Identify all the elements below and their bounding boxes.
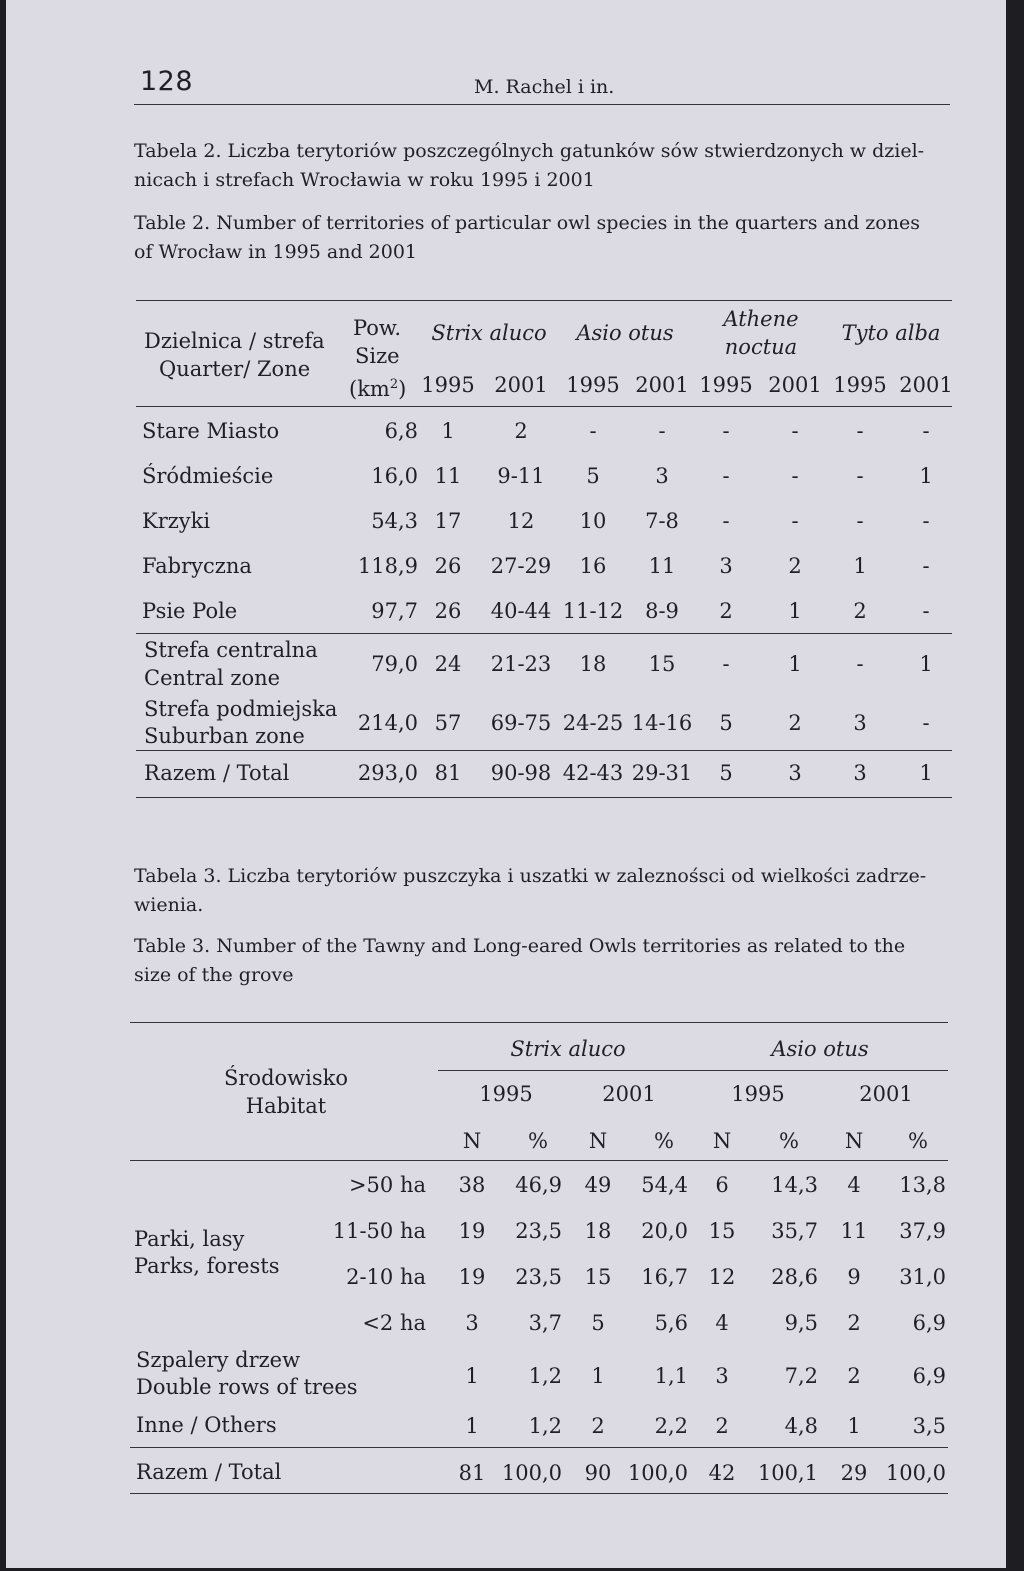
table-cell: 19	[458, 1219, 486, 1243]
table-cell: 2	[847, 1311, 861, 1335]
table-cell: 23,5	[515, 1265, 562, 1289]
table-cell: 1,1	[654, 1364, 688, 1388]
column-header-quarter-pl: Dzielnica / strefa	[144, 329, 325, 353]
table-cell: 11-12	[562, 599, 624, 623]
table-cell: 3	[715, 1364, 729, 1388]
table-cell: 17	[434, 509, 462, 533]
table-cell: 5	[586, 464, 600, 488]
table-cell: 100,0	[501, 1461, 562, 1485]
table-cell: 31,0	[899, 1265, 946, 1289]
table-cell: 1	[919, 761, 933, 785]
table-cell: 2	[847, 1364, 861, 1388]
size-class-label: 2-10 ha	[346, 1265, 426, 1289]
subheader-cell: N	[712, 1129, 732, 1153]
table-cell: 1	[441, 419, 455, 443]
table-cell: 14,3	[771, 1173, 818, 1197]
size-class-label: <2 ha	[362, 1311, 426, 1335]
table-cell: 24	[434, 652, 462, 676]
table-cell: 2	[719, 599, 733, 623]
table-cell: 6,9	[912, 1364, 946, 1388]
table-cell: -	[791, 509, 799, 533]
species-noctua: noctua	[724, 335, 798, 359]
table-cell: 1	[465, 1414, 479, 1438]
table-cell: 16,7	[641, 1265, 688, 1289]
year-header: 1995	[421, 373, 475, 397]
page-header	[134, 62, 950, 105]
table-cell: 27-29	[490, 554, 552, 578]
table-cell: 15	[648, 652, 676, 676]
table2-caption-en	[134, 209, 952, 267]
table-cell: 3	[788, 761, 802, 785]
table-cell: 16	[579, 554, 607, 578]
year-header: 2001	[899, 373, 953, 397]
table-cell: 21-23	[490, 652, 552, 676]
table-rule	[136, 797, 952, 798]
table-cell: 2	[788, 711, 802, 735]
total-label: Razem / Total	[136, 1460, 282, 1484]
species-strix-aluco: Strix aluco	[431, 321, 547, 345]
table-cell: 35,7	[771, 1219, 818, 1243]
table-cell: 38	[458, 1173, 486, 1197]
table-cell: -	[791, 464, 799, 488]
subheader-cell: %	[779, 1129, 799, 1153]
table-cell: 29-31	[631, 761, 693, 785]
caption-line: Tabela 3. Liczba terytoriów puszczyka i uszatki w zaleznośsci od wielkości zadrze-	[134, 865, 927, 887]
table-cell: 3	[465, 1311, 479, 1335]
year-header: 2001	[768, 373, 822, 397]
row-label: Szpalery drzew	[136, 1348, 301, 1372]
table-cell: 100,0	[885, 1461, 946, 1485]
row-label: Suburban zone	[144, 724, 305, 748]
table-cell: 42	[708, 1461, 736, 1485]
caption-line: nicach i strefach Wrocławia w roku 1995 i 2001	[134, 169, 595, 191]
table-cell: 7,2	[784, 1364, 818, 1388]
table-cell: 3,5	[912, 1414, 946, 1438]
subheader-cell: N	[844, 1129, 864, 1153]
table-cell: 26	[434, 554, 462, 578]
table-cell: 1	[847, 1414, 861, 1438]
year-header: 2001	[494, 373, 548, 397]
table-cell: 3	[853, 761, 867, 785]
table-cell: 4	[847, 1173, 861, 1197]
subheader-cell: N	[588, 1129, 608, 1153]
row-label: Śródmieście	[142, 464, 274, 488]
table-cell: -	[922, 509, 930, 533]
table-cell: 29	[840, 1461, 868, 1485]
table-rule	[130, 1447, 948, 1448]
table-rule	[130, 1022, 948, 1023]
table-cell: 19	[458, 1265, 486, 1289]
size-class-label: >50 ha	[348, 1173, 426, 1197]
table-cell: 28,6	[771, 1265, 818, 1289]
cell-size: 54,3	[371, 509, 418, 533]
species-strix-aluco: Strix aluco	[510, 1037, 626, 1061]
year-header: 1995	[479, 1082, 533, 1106]
table-cell: 9-11	[497, 464, 545, 488]
table3-caption-en	[134, 932, 952, 990]
table-cell: 2	[715, 1414, 729, 1438]
table-cell: 15	[708, 1219, 736, 1243]
caption-line: of Wrocław in 1995 and 2001	[134, 241, 418, 263]
table-cell: 1	[788, 599, 802, 623]
table-cell: 4,8	[784, 1414, 818, 1438]
table-cell: 90-98	[490, 761, 552, 785]
table2-caption-pl	[134, 137, 952, 195]
table-cell: 2,2	[654, 1414, 688, 1438]
caption-line: Tabela 2. Liczba terytoriów poszczególnych gatunków sów stwierdzonych w dziel-	[134, 140, 925, 162]
table-cell: 69-75	[490, 711, 552, 735]
table-rule	[136, 406, 952, 407]
table-cell: -	[922, 711, 930, 735]
journal-page	[6, 0, 1006, 1568]
table-cell: 5,6	[654, 1311, 688, 1335]
table-cell: 2	[591, 1414, 605, 1438]
table-cell: 18	[579, 652, 607, 676]
species-asio-otus: Asio otus	[576, 321, 674, 345]
table-cell: -	[722, 464, 730, 488]
table-cell: 1,2	[528, 1414, 562, 1438]
caption-line: Table 3. Number of the Tawny and Long-eared Owls territories as related to the	[134, 935, 906, 957]
species-asio-otus: Asio otus	[771, 1037, 869, 1061]
table-cell: 24-25	[562, 711, 624, 735]
group-label-en: Parks, forests	[134, 1254, 280, 1278]
size-class-label: 11-50 ha	[332, 1219, 426, 1243]
row-label: Fabryczna	[142, 554, 252, 578]
table-cell: 1	[919, 464, 933, 488]
table-cell: 5	[719, 761, 733, 785]
year-header: 2001	[635, 373, 689, 397]
table-cell: 49	[584, 1173, 612, 1197]
cell-size: 16,0	[371, 464, 418, 488]
unit-text: (km	[349, 377, 390, 401]
table-cell: 12	[708, 1265, 736, 1289]
table-cell: 81	[458, 1461, 486, 1485]
table-cell: 2	[788, 554, 802, 578]
year-header: 1995	[833, 373, 887, 397]
table-cell: 18	[584, 1219, 612, 1243]
table-cell: 100,1	[757, 1461, 818, 1485]
table-cell: 3	[853, 711, 867, 735]
species-athene: Athene	[723, 307, 799, 331]
table-cell: 5	[591, 1311, 605, 1335]
table-cell: -	[791, 419, 799, 443]
table-cell: 81	[434, 761, 462, 785]
table-cell: -	[856, 509, 864, 533]
table-cell: -	[722, 419, 730, 443]
table-cell: 5	[719, 711, 733, 735]
table-cell: 100,0	[627, 1461, 688, 1485]
table-cell: 40-44	[490, 599, 552, 623]
table-cell: 2	[514, 419, 528, 443]
row-label: Strefa centralna	[144, 638, 318, 662]
total-label: Razem / Total	[144, 761, 290, 785]
table-cell: 3	[719, 554, 733, 578]
table-cell: 1	[788, 652, 802, 676]
row-label: Central zone	[144, 666, 281, 690]
table-cell: 2	[853, 599, 867, 623]
table-cell: -	[722, 652, 730, 676]
table-cell: 3	[655, 464, 669, 488]
table-cell: -	[922, 599, 930, 623]
table-cell: 15	[584, 1265, 612, 1289]
caption-line: size of the grove	[134, 964, 294, 986]
subheader-cell: %	[908, 1129, 928, 1153]
year-header: 1995	[731, 1082, 785, 1106]
table-rule	[136, 300, 952, 301]
unit-text: )	[398, 377, 407, 401]
cell-size: 293,0	[357, 761, 418, 785]
table-cell: 26	[434, 599, 462, 623]
table-cell: 3,7	[528, 1311, 562, 1335]
table-cell: -	[922, 554, 930, 578]
table-cell: 46,9	[515, 1173, 562, 1197]
year-header: 2001	[602, 1082, 656, 1106]
column-header-size-en: Size	[355, 344, 400, 368]
table3-caption-pl	[134, 862, 952, 920]
table-cell: 9	[847, 1265, 861, 1289]
table-cell: 23,5	[515, 1219, 562, 1243]
table-cell: 6	[715, 1173, 729, 1197]
column-header-habitat-pl: Środowisko	[224, 1066, 348, 1090]
table-cell: 20,0	[641, 1219, 688, 1243]
table-rule	[136, 633, 952, 634]
row-label: Inne / Others	[136, 1413, 277, 1437]
year-header: 1995	[699, 373, 753, 397]
unit-superscript: 2	[389, 377, 399, 392]
table-rule	[438, 1070, 948, 1071]
subheader-cell: %	[654, 1129, 674, 1153]
cell-size: 118,9	[357, 554, 418, 578]
column-header-size-pl: Pow.	[353, 316, 402, 340]
table-cell: -	[856, 464, 864, 488]
cell-size: 214,0	[357, 711, 418, 735]
table-cell: -	[658, 419, 666, 443]
table-cell: 10	[579, 509, 607, 533]
table-cell: 9,5	[784, 1311, 818, 1335]
row-label: Stare Miasto	[142, 419, 280, 443]
table-cell: 14-16	[631, 711, 693, 735]
table-cell: 1	[465, 1364, 479, 1388]
page-number: 128	[140, 66, 194, 97]
table-cell: -	[856, 652, 864, 676]
column-header-size-unit	[349, 372, 406, 402]
table-cell: 1	[853, 554, 867, 578]
year-header: 2001	[859, 1082, 913, 1106]
species-tyto-alba: Tyto alba	[841, 321, 941, 345]
table-cell: 7-8	[645, 509, 679, 533]
group-label-pl: Parki, lasy	[134, 1227, 245, 1251]
table-cell: 11	[840, 1219, 868, 1243]
table-cell: -	[722, 509, 730, 533]
cell-size: 97,7	[371, 599, 418, 623]
table-cell: 1	[591, 1364, 605, 1388]
cell-size: 6,8	[384, 419, 418, 443]
row-label: Psie Pole	[142, 599, 238, 623]
table-rule	[130, 1160, 948, 1161]
table-cell: 4	[715, 1311, 729, 1335]
table-cell: 1	[919, 652, 933, 676]
cell-size: 79,0	[371, 652, 418, 676]
table-cell: 54,4	[641, 1173, 688, 1197]
table-cell: 8-9	[645, 599, 679, 623]
year-header: 1995	[566, 373, 620, 397]
table-cell: -	[589, 419, 597, 443]
table-cell: 11	[434, 464, 462, 488]
table-cell: 42-43	[562, 761, 624, 785]
table-cell: 11	[648, 554, 676, 578]
table-rule	[136, 750, 952, 751]
subheader-cell: N	[462, 1129, 482, 1153]
table-cell: -	[922, 419, 930, 443]
table-cell: 13,8	[899, 1173, 946, 1197]
column-header-quarter-en: Quarter/ Zone	[159, 357, 311, 381]
table-cell: 1,2	[528, 1364, 562, 1388]
row-label: Double rows of trees	[136, 1375, 358, 1399]
row-label: Strefa podmiejska	[144, 697, 338, 721]
column-header-habitat-en: Habitat	[245, 1094, 327, 1118]
caption-line: Table 2. Number of territories of particular owl species in the quarters and zones	[134, 212, 920, 234]
table-cell: 37,9	[899, 1219, 946, 1243]
running-head: M. Rachel i in.	[474, 76, 615, 98]
table-cell: 57	[434, 711, 462, 735]
table-cell: 90	[584, 1461, 612, 1485]
caption-line: wienia.	[134, 894, 204, 916]
table-rule	[130, 1493, 948, 1494]
subheader-cell: %	[528, 1129, 548, 1153]
table-cell: 12	[507, 509, 535, 533]
table-cell: 6,9	[912, 1311, 946, 1335]
table-cell: -	[856, 419, 864, 443]
row-label: Krzyki	[142, 509, 211, 533]
